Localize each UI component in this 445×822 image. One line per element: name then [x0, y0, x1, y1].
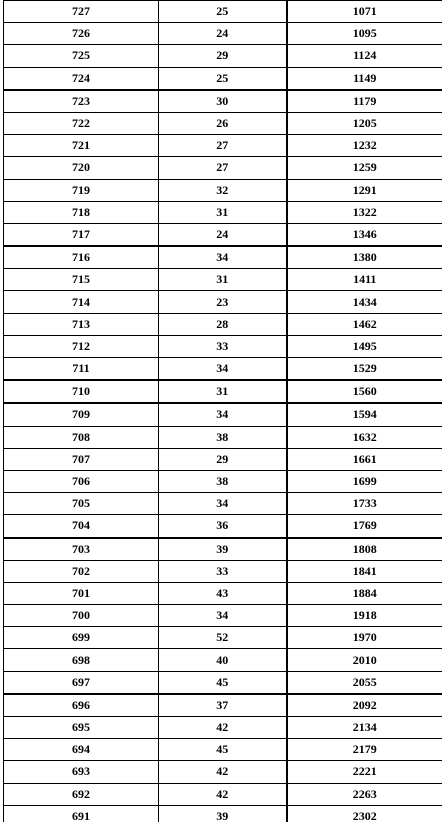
cumulative-cell: 2221 — [287, 761, 443, 783]
table-row — [4, 805, 443, 822]
cumulative-cell: 1808 — [287, 538, 443, 561]
count-cell: 38 — [159, 470, 287, 492]
cumulative-cell: 1462 — [287, 313, 443, 335]
cumulative-cell: 1769 — [287, 515, 443, 538]
cumulative-cell: 1346 — [287, 223, 443, 246]
table-row — [4, 135, 443, 157]
cumulative-cell: 2134 — [287, 717, 443, 739]
table-row — [4, 470, 443, 492]
table-row — [4, 560, 443, 582]
score-cell: 701 — [4, 582, 159, 604]
table-row — [4, 313, 443, 335]
count-cell: 34 — [159, 605, 287, 627]
score-cell: 715 — [4, 269, 159, 291]
score-table-body — [4, 1, 443, 822]
count-cell: 26 — [159, 112, 287, 134]
score-cell: 691 — [4, 805, 159, 822]
table-row — [4, 246, 443, 269]
cumulative-cell: 1322 — [287, 201, 443, 223]
count-cell: 38 — [159, 426, 287, 448]
count-cell: 30 — [159, 90, 287, 113]
table-row — [4, 515, 443, 538]
table-row — [4, 605, 443, 627]
count-cell: 42 — [159, 783, 287, 805]
score-cell: 707 — [4, 448, 159, 470]
table-row — [4, 179, 443, 201]
cumulative-cell: 1259 — [287, 157, 443, 179]
count-cell: 28 — [159, 313, 287, 335]
cumulative-cell: 1841 — [287, 560, 443, 582]
cumulative-cell: 1699 — [287, 470, 443, 492]
score-cell: 718 — [4, 201, 159, 223]
cumulative-cell: 1411 — [287, 269, 443, 291]
score-cell: 705 — [4, 493, 159, 515]
cumulative-cell: 1495 — [287, 335, 443, 357]
cumulative-cell: 1434 — [287, 291, 443, 313]
count-cell: 34 — [159, 358, 287, 381]
cumulative-cell: 2010 — [287, 649, 443, 671]
table-row — [4, 45, 443, 67]
count-cell: 29 — [159, 45, 287, 67]
table-row — [4, 426, 443, 448]
cumulative-cell: 1232 — [287, 135, 443, 157]
count-cell: 24 — [159, 223, 287, 246]
score-cell: 711 — [4, 358, 159, 381]
cumulative-cell: 2179 — [287, 739, 443, 761]
table-row — [4, 582, 443, 604]
count-cell: 45 — [159, 739, 287, 761]
score-cell: 717 — [4, 223, 159, 246]
score-cell: 700 — [4, 605, 159, 627]
table-row — [4, 335, 443, 357]
cumulative-cell: 1149 — [287, 67, 443, 90]
table-row — [4, 538, 443, 561]
count-cell: 45 — [159, 671, 287, 694]
score-cell: 720 — [4, 157, 159, 179]
score-cell: 724 — [4, 67, 159, 90]
count-cell: 29 — [159, 448, 287, 470]
score-cell: 714 — [4, 291, 159, 313]
score-cell: 726 — [4, 23, 159, 45]
score-cell: 710 — [4, 380, 159, 403]
score-cell: 695 — [4, 717, 159, 739]
score-table — [3, 0, 442, 822]
cumulative-cell: 1095 — [287, 23, 443, 45]
table-row — [4, 90, 443, 113]
count-cell: 39 — [159, 538, 287, 561]
score-cell: 699 — [4, 627, 159, 649]
count-cell: 42 — [159, 717, 287, 739]
cumulative-cell: 1179 — [287, 90, 443, 113]
table-row — [4, 23, 443, 45]
table-row — [4, 671, 443, 694]
cumulative-cell: 1529 — [287, 358, 443, 381]
table-row — [4, 717, 443, 739]
cumulative-cell: 1124 — [287, 45, 443, 67]
score-cell: 725 — [4, 45, 159, 67]
score-cell: 704 — [4, 515, 159, 538]
table-row — [4, 380, 443, 403]
score-cell: 721 — [4, 135, 159, 157]
count-cell: 36 — [159, 515, 287, 538]
score-cell: 716 — [4, 246, 159, 269]
score-cell: 697 — [4, 671, 159, 694]
count-cell: 37 — [159, 694, 287, 717]
table-row — [4, 157, 443, 179]
table-row — [4, 493, 443, 515]
score-cell: 696 — [4, 694, 159, 717]
count-cell: 33 — [159, 335, 287, 357]
cumulative-cell: 1291 — [287, 179, 443, 201]
cumulative-cell: 1560 — [287, 380, 443, 403]
count-cell: 42 — [159, 761, 287, 783]
score-cell: 727 — [4, 1, 159, 23]
score-cell: 722 — [4, 112, 159, 134]
count-cell: 39 — [159, 805, 287, 822]
score-cell: 723 — [4, 90, 159, 113]
table-row — [4, 761, 443, 783]
score-cell: 709 — [4, 403, 159, 426]
table-row — [4, 1, 443, 23]
score-cell: 693 — [4, 761, 159, 783]
score-cell: 713 — [4, 313, 159, 335]
table-row — [4, 358, 443, 381]
cumulative-cell: 1594 — [287, 403, 443, 426]
count-cell: 27 — [159, 157, 287, 179]
table-row — [4, 694, 443, 717]
table-row — [4, 223, 443, 246]
score-table-container — [3, 0, 442, 822]
cumulative-cell: 1380 — [287, 246, 443, 269]
score-cell: 719 — [4, 179, 159, 201]
score-cell: 698 — [4, 649, 159, 671]
cumulative-cell: 1632 — [287, 426, 443, 448]
count-cell: 34 — [159, 403, 287, 426]
table-row — [4, 783, 443, 805]
count-cell: 33 — [159, 560, 287, 582]
table-row — [4, 649, 443, 671]
table-row — [4, 627, 443, 649]
table-row — [4, 291, 443, 313]
cumulative-cell: 1661 — [287, 448, 443, 470]
table-row — [4, 269, 443, 291]
cumulative-cell: 1205 — [287, 112, 443, 134]
cumulative-cell: 1970 — [287, 627, 443, 649]
count-cell: 34 — [159, 493, 287, 515]
count-cell: 23 — [159, 291, 287, 313]
cumulative-cell: 2302 — [287, 805, 443, 822]
cumulative-cell: 1884 — [287, 582, 443, 604]
count-cell: 24 — [159, 23, 287, 45]
count-cell: 52 — [159, 627, 287, 649]
count-cell: 31 — [159, 380, 287, 403]
score-cell: 708 — [4, 426, 159, 448]
count-cell: 31 — [159, 269, 287, 291]
table-row — [4, 403, 443, 426]
cumulative-cell: 1918 — [287, 605, 443, 627]
count-cell: 43 — [159, 582, 287, 604]
count-cell: 25 — [159, 67, 287, 90]
score-cell: 712 — [4, 335, 159, 357]
score-cell: 706 — [4, 470, 159, 492]
count-cell: 34 — [159, 246, 287, 269]
table-row — [4, 739, 443, 761]
score-cell: 692 — [4, 783, 159, 805]
count-cell: 40 — [159, 649, 287, 671]
table-row — [4, 67, 443, 90]
cumulative-cell: 2055 — [287, 671, 443, 694]
score-cell: 694 — [4, 739, 159, 761]
count-cell: 31 — [159, 201, 287, 223]
cumulative-cell: 2263 — [287, 783, 443, 805]
score-cell: 703 — [4, 538, 159, 561]
cumulative-cell: 2092 — [287, 694, 443, 717]
cumulative-cell: 1733 — [287, 493, 443, 515]
table-row — [4, 201, 443, 223]
cumulative-cell: 1071 — [287, 1, 443, 23]
count-cell: 32 — [159, 179, 287, 201]
count-cell: 27 — [159, 135, 287, 157]
table-row — [4, 112, 443, 134]
count-cell: 25 — [159, 1, 287, 23]
table-row — [4, 448, 443, 470]
score-cell: 702 — [4, 560, 159, 582]
